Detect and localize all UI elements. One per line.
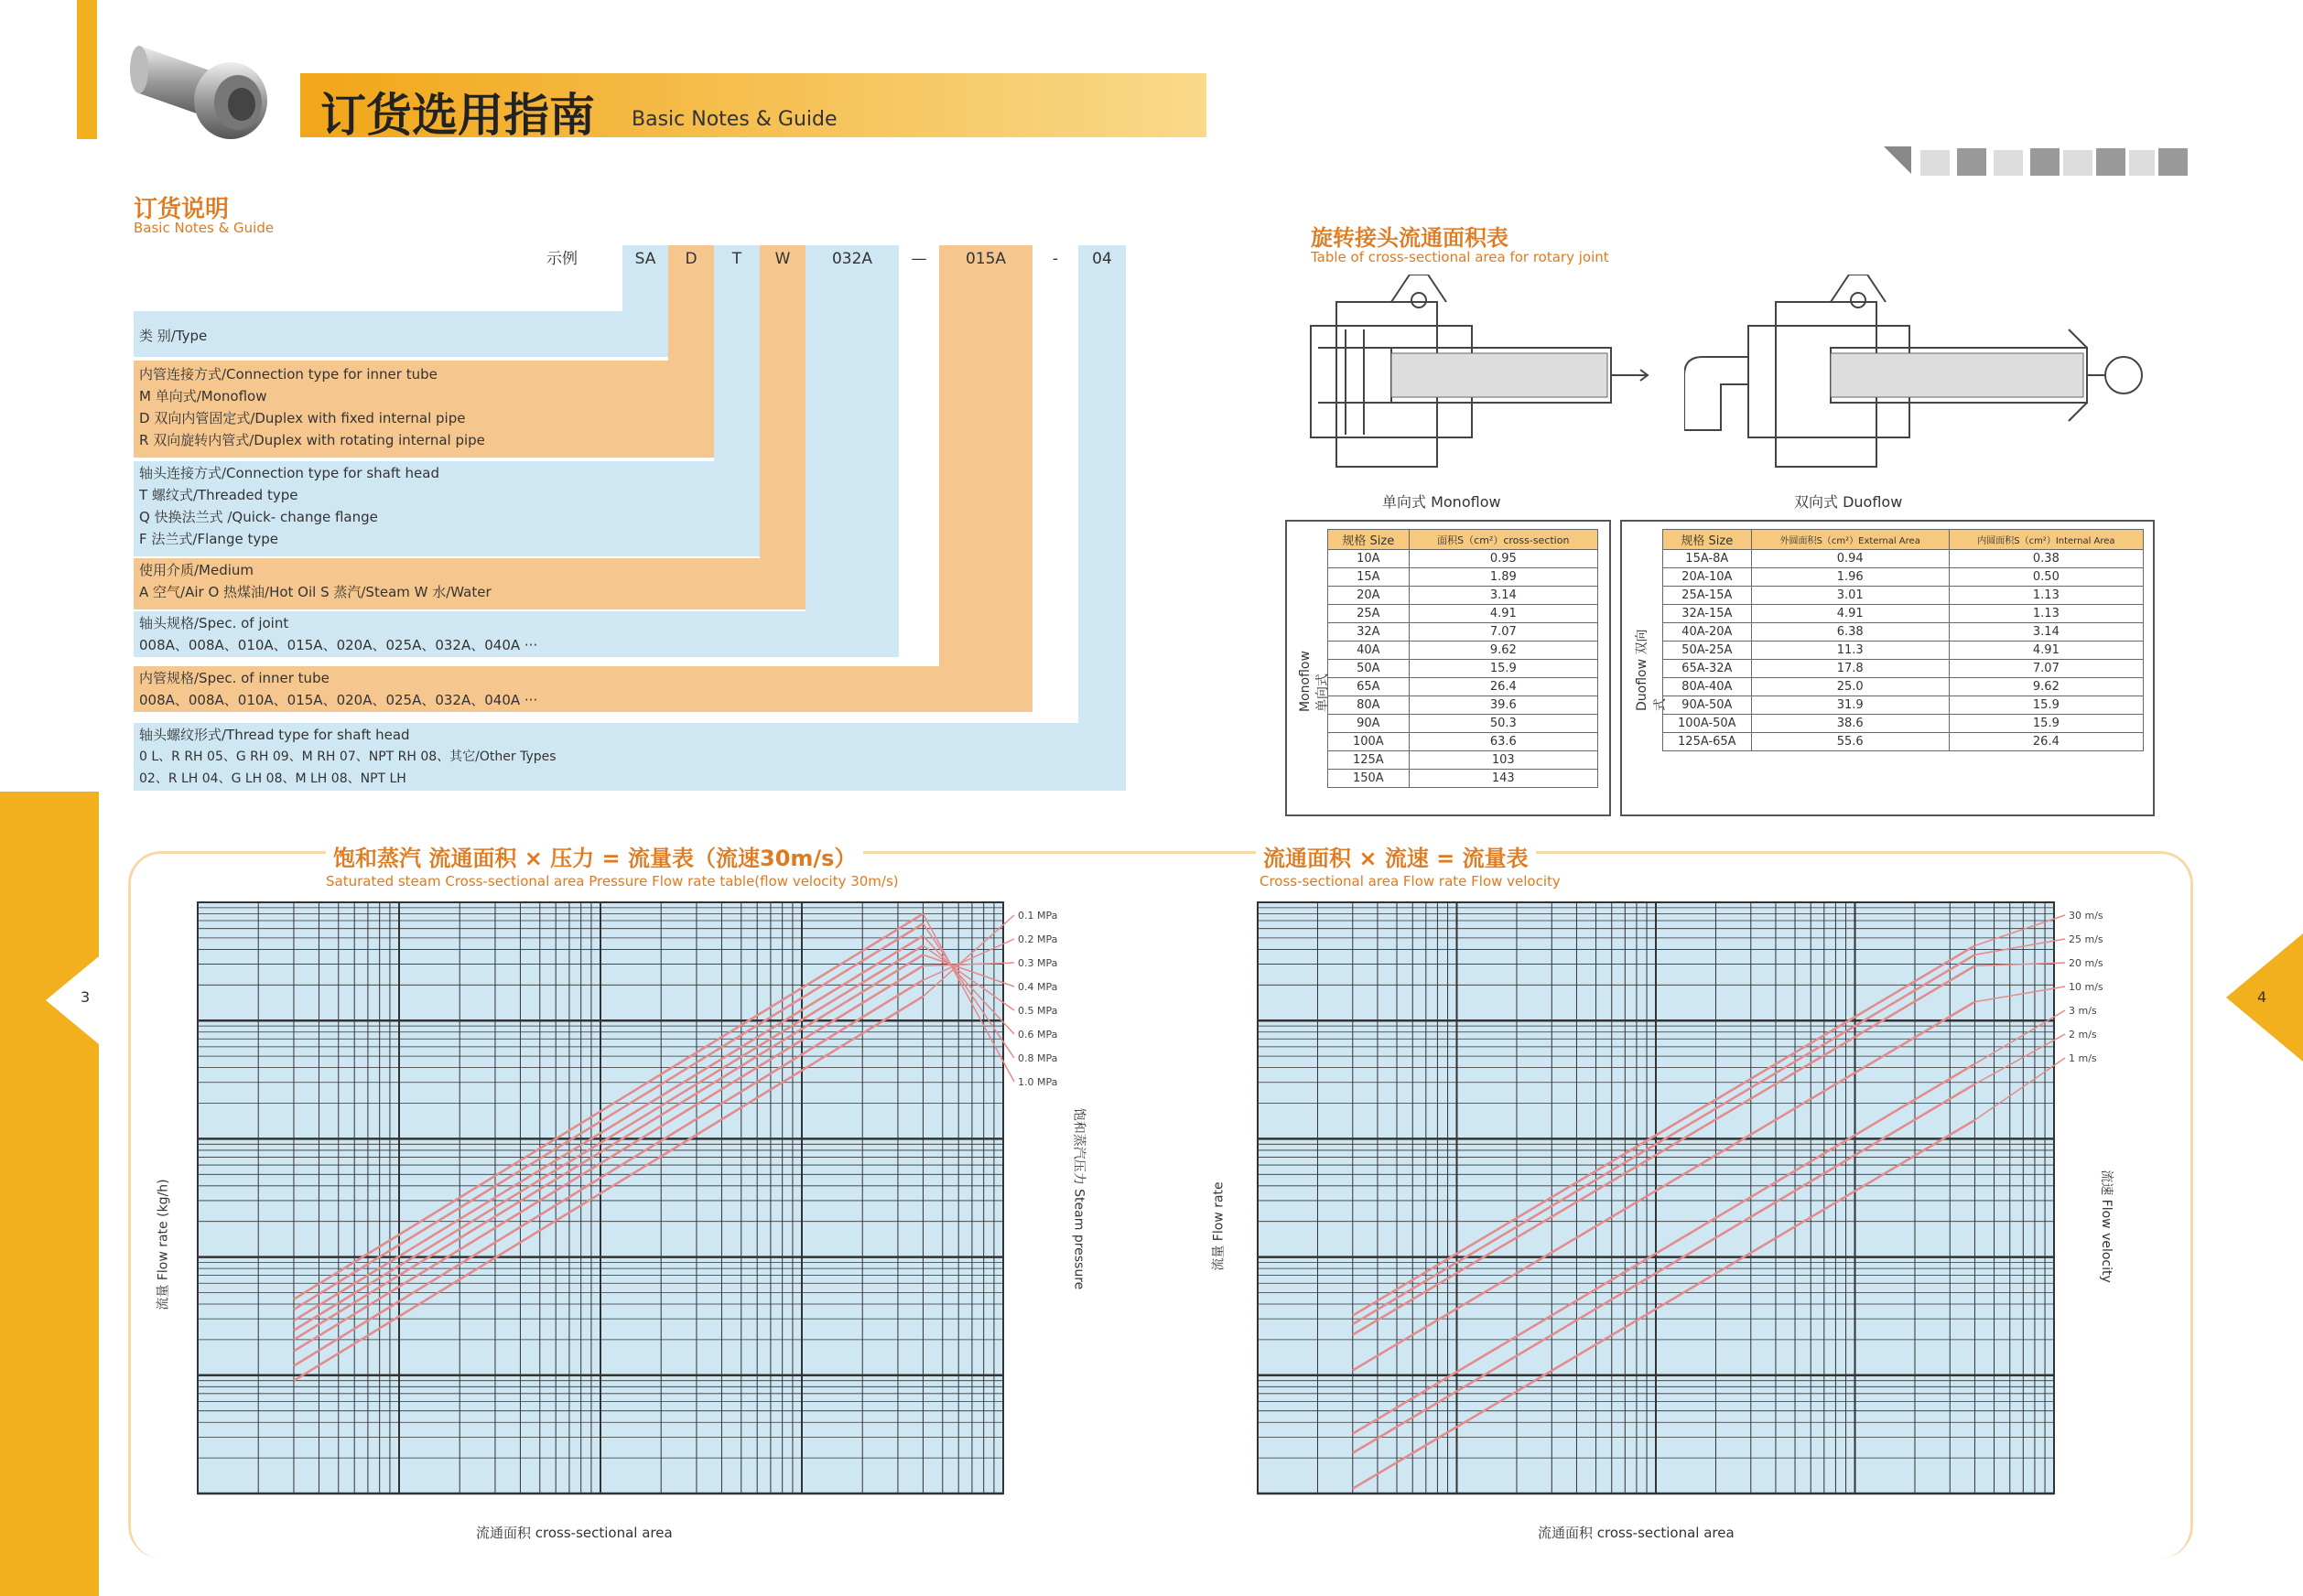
table-row: 80A-40A 25.0 9.62	[1663, 678, 2144, 696]
table-row: 65A 26.4	[1328, 678, 1598, 696]
legend-label: 0.5 MPa	[1018, 1005, 1058, 1017]
legend-label: 0.2 MPa	[1018, 933, 1058, 945]
area-section-title: 旋转接头流通面积表	[1311, 225, 1508, 251]
table-row: 40A-20A 6.38 3.14	[1663, 623, 2144, 642]
block-shaft-head-line: 轴头连接方式/Connection type for shaft head	[139, 465, 439, 481]
mono-table-side-label: Monoflow 单向式	[1298, 651, 1330, 712]
legend-label: 30 m/s	[2069, 910, 2103, 922]
table-row: 50A 15.9	[1328, 660, 1598, 678]
code-sep2: -	[1052, 250, 1059, 268]
left-page-tab	[46, 956, 99, 1044]
table-row: 125A 103	[1328, 751, 1598, 770]
duo-header-external: 外圆面积S（cm²）External Area	[1751, 530, 1949, 550]
block-shaft-head-line: F 法兰式/Flange type	[139, 531, 278, 547]
table-row: 150A 143	[1328, 770, 1598, 788]
ribbon-015a	[939, 245, 1033, 712]
block-inner-spec-line: 008A、008A、010A、015A、020A、025A、032A、040A ···	[139, 692, 538, 708]
right-chart-xlabel: 流通面积 cross-sectional area	[1538, 1525, 1735, 1541]
duoflow-drawing	[1684, 275, 2160, 494]
legend-label: 0.4 MPa	[1018, 981, 1058, 993]
legend-label: 0.1 MPa	[1018, 910, 1058, 922]
table-row: 25A-15A 3.01 1.13	[1663, 587, 2144, 605]
duo-table	[1662, 529, 2144, 751]
block-type	[134, 311, 668, 357]
order-section-title: 订货说明	[134, 196, 230, 223]
legend-label: 10 m/s	[2069, 981, 2103, 993]
left-chart-ylabel: 流量 Flow rate (kg/h)	[156, 1179, 171, 1310]
legend-label: 1 m/s	[2069, 1052, 2097, 1064]
duo-header-size: 规格 Size	[1663, 530, 1752, 550]
block-thread-line: 0 L、R RH 05、G RH 09、M RH 07、NPT RH 08、其它/Other Types	[139, 749, 557, 764]
right-chart-right-label: 流速 Flow velocity	[2098, 1170, 2114, 1283]
decorative-squares	[1884, 146, 2204, 179]
code-04: 04	[1092, 250, 1112, 268]
block-type-line: 类 别/Type	[139, 328, 208, 344]
top-left-bar	[77, 0, 97, 139]
left-chart-xlabel: 流通面积 cross-sectional area	[476, 1525, 673, 1541]
table-row: 20A-10A 1.96 0.50	[1663, 568, 2144, 587]
block-inner-tube-line: D 双向内管固定式/Duplex with fixed internal pipe	[139, 410, 466, 426]
legend-label: 0.8 MPa	[1018, 1052, 1058, 1064]
block-inner-tube-line: M 单向式/Monoflow	[139, 388, 267, 404]
legend-label: 2 m/s	[2069, 1029, 2097, 1041]
right-chart-title: 流通面积 × 流速 = 流量表	[1256, 840, 1536, 872]
code-w: W	[774, 250, 791, 268]
legend-label: 25 m/s	[2069, 933, 2103, 945]
table-row: 125A-65A 55.6 26.4	[1663, 733, 2144, 751]
monoflow-drawing	[1300, 275, 1675, 494]
duoflow-caption: 双向式 Duoflow	[1794, 493, 1903, 511]
table-row: 25A 4.91	[1328, 605, 1598, 623]
block-inner-tube-line: R 双向旋转内管式/Duplex with rotating internal pipe	[139, 432, 485, 448]
code-sa: SA	[634, 250, 656, 268]
right-chart	[1245, 897, 2160, 1519]
table-row: 15A-8A 0.94 0.38	[1663, 550, 2144, 568]
table-row: 20A 3.14	[1328, 587, 1598, 605]
block-thread-line: 轴头螺纹形式/Thread type for shaft head	[139, 727, 410, 743]
table-row: 15A 1.89	[1328, 568, 1598, 587]
rotary-joint-image	[121, 27, 276, 151]
code-sep: —	[911, 250, 927, 268]
code-prefix: 示例	[546, 250, 578, 268]
header-title-cn: 订货选用指南	[320, 89, 595, 142]
block-medium-line: 使用介质/Medium	[139, 562, 254, 578]
legend-label: 3 m/s	[2069, 1005, 2097, 1017]
code-t: T	[731, 250, 742, 268]
left-page-number: 3	[81, 988, 91, 1006]
right-page-number: 4	[2257, 988, 2267, 1006]
table-row: 100A-50A 38.6 15.9	[1663, 715, 2144, 733]
table-row: 32A 7.07	[1328, 623, 1598, 642]
ribbon-04	[1078, 245, 1126, 758]
table-row: 50A-25A 11.3 4.91	[1663, 642, 2144, 660]
code-d: D	[685, 250, 697, 268]
right-chart-ylabel: 流量 Flow rate	[1211, 1181, 1227, 1271]
left-chart-right-label: 饱和蒸汽压力 Steam pressure	[1071, 1107, 1087, 1290]
code-032a: 032A	[831, 250, 873, 268]
table-row: 32A-15A 4.91 1.13	[1663, 605, 2144, 623]
table-row: 65A-32A 17.8 7.07	[1663, 660, 2144, 678]
block-joint-spec-line: 轴头规格/Spec. of joint	[139, 615, 289, 631]
block-inner-tube-line: 内管连接方式/Connection type for inner tube	[139, 366, 438, 383]
block-joint-spec-line: 008A、008A、010A、015A、020A、025A、032A、040A ···	[139, 637, 538, 653]
legend-label: 1.0 MPa	[1018, 1076, 1058, 1088]
legend-label: 0.3 MPa	[1018, 957, 1058, 969]
order-section-subtitle: Basic Notes & Guide	[134, 220, 275, 236]
mono-table	[1327, 529, 1598, 788]
legend-label: 20 m/s	[2069, 957, 2103, 969]
table-row: 80A 39.6	[1328, 696, 1598, 715]
block-shaft-head-line: T 螺纹式/Threaded type	[139, 487, 298, 503]
table-row: 10A 0.95	[1328, 550, 1598, 568]
block-inner-spec-line: 内管规格/Spec. of inner tube	[139, 670, 330, 686]
mono-header-area: 面积S（cm²）cross-section	[1409, 530, 1597, 550]
block-medium-line: A 空气/Air O 热煤油/Hot Oil S 蒸汽/Steam W 水/Water	[139, 584, 492, 600]
left-chart-subtitle: Saturated steam Cross-sectional area Pressure Flow rate table(flow velocity 30m/s)	[326, 873, 899, 890]
table-row: 90A-50A 31.9 15.9	[1663, 696, 2144, 715]
table-row: 90A 50.3	[1328, 715, 1598, 733]
monoflow-caption: 单向式 Monoflow	[1382, 493, 1501, 511]
block-thread-line: 02、R LH 04、G LH 08、M LH 08、NPT LH	[139, 771, 406, 786]
duo-table-side-label: Duoflow 双向式	[1635, 629, 1668, 711]
table-row: 40A 9.62	[1328, 642, 1598, 660]
table-row: 100A 63.6	[1328, 733, 1598, 751]
area-section-subtitle: Table of cross-sectional area for rotary joint	[1311, 249, 1609, 265]
duo-header-internal: 内圆面积S（cm²）Internal Area	[1949, 530, 2143, 550]
ribbon-w	[760, 245, 806, 609]
ribbon-032a	[806, 245, 899, 657]
mono-header-size: 规格 Size	[1328, 530, 1410, 550]
left-side-band	[0, 792, 99, 1596]
left-chart-title: 饱和蒸汽 流通面积 × 压力 = 流量表（流速30m/s）	[326, 840, 863, 872]
code-015a: 015A	[965, 250, 1007, 268]
left-chart	[165, 897, 1117, 1519]
right-chart-subtitle: Cross-sectional area Flow rate Flow velocity	[1260, 873, 1561, 890]
header-title-en: Basic Notes & Guide	[632, 108, 838, 131]
legend-label: 0.6 MPa	[1018, 1029, 1058, 1041]
block-shaft-head-line: Q 快换法兰式 /Quick- change flange	[139, 509, 378, 525]
